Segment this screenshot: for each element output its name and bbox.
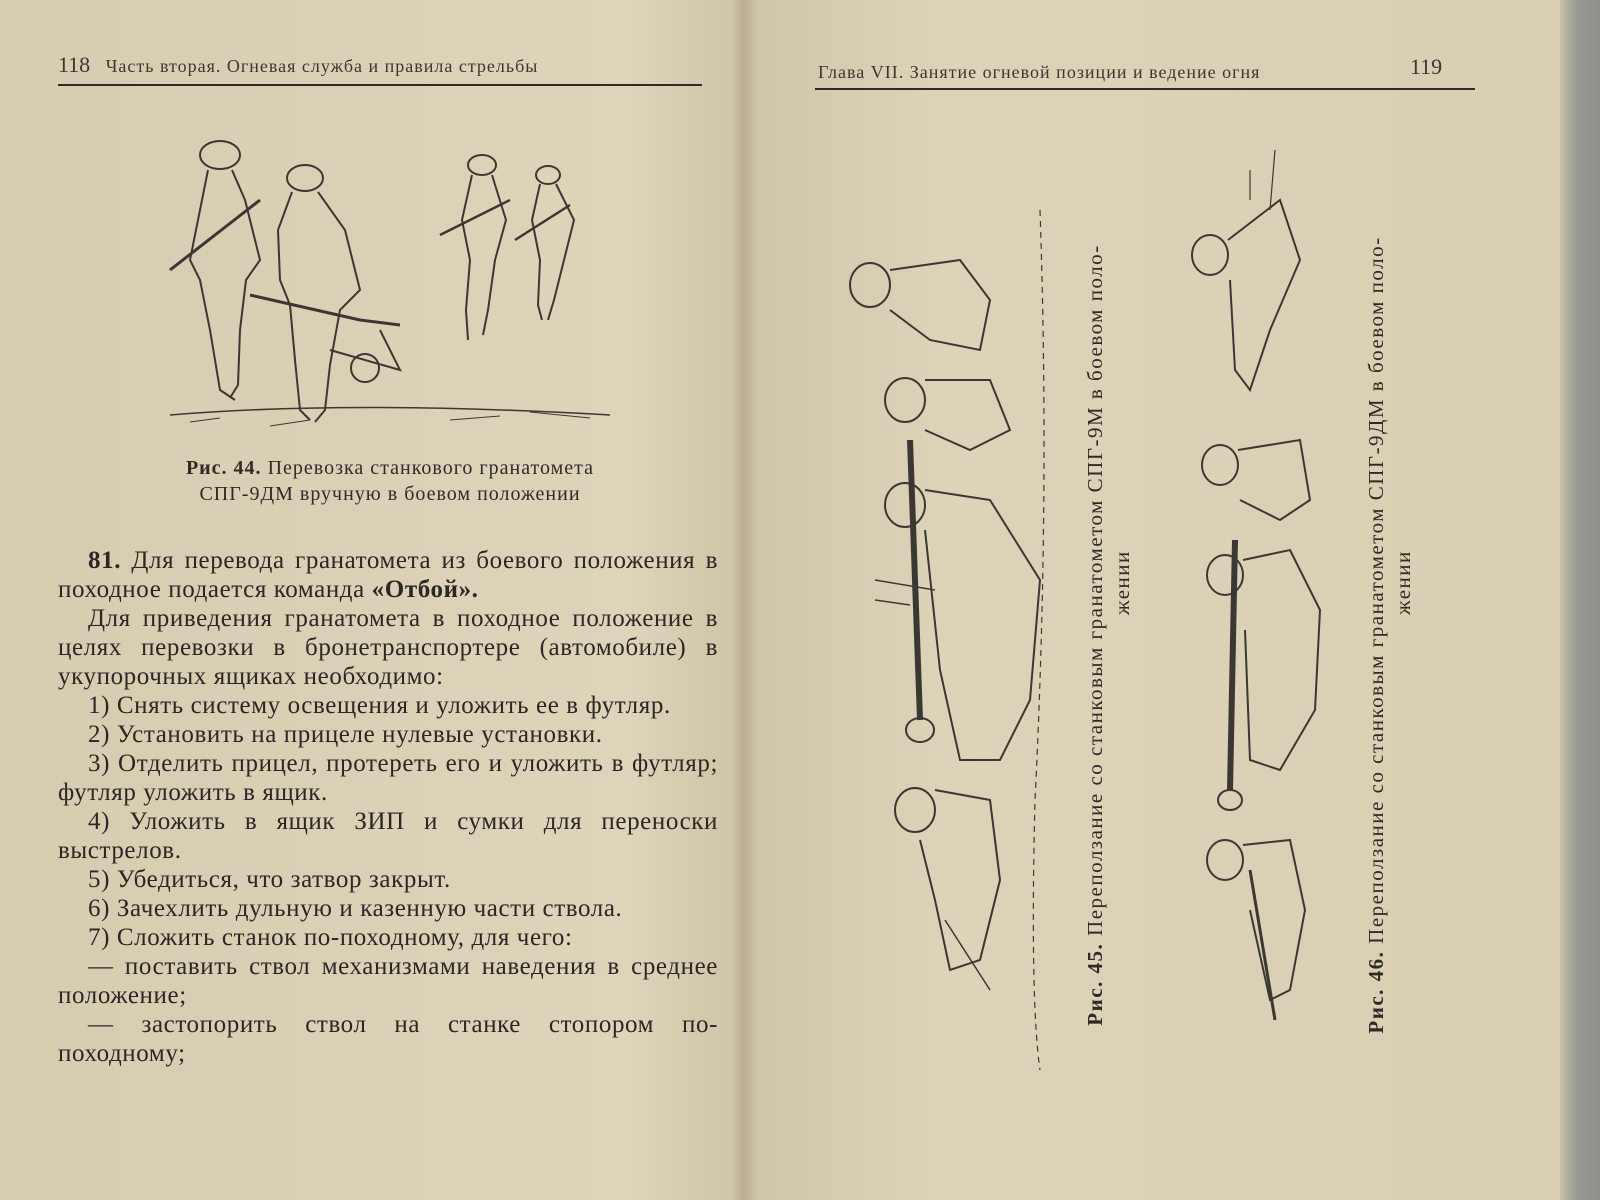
figure-44-caption-line2: СПГ-9ДМ вручную в боевом положении bbox=[199, 483, 581, 505]
paragraph-81 bbox=[58, 546, 718, 604]
figure-44-caption-line1: Перевозка станкового гранатомета bbox=[267, 457, 595, 479]
right-page-number: 119 bbox=[1410, 54, 1443, 79]
figure-46-illustration bbox=[1190, 150, 1330, 1080]
right-page-number-wrap bbox=[1410, 54, 1442, 80]
figure-46-caption-line2: жении bbox=[1391, 550, 1415, 615]
figure-45-label: Рис. 45. bbox=[1083, 942, 1107, 1026]
list-item: 7) Сложить станок по-походному, для чего: bbox=[88, 924, 573, 951]
figure-44-caption bbox=[110, 455, 670, 507]
paragraph-81-number: 81. bbox=[88, 547, 122, 574]
figure-44-label: Рис. 44. bbox=[185, 457, 262, 479]
list-item: — застопорить ствол на станке стопором по-походному; bbox=[58, 1011, 718, 1067]
right-page bbox=[760, 0, 1560, 1200]
page-edge bbox=[1560, 0, 1600, 1200]
left-running-head-text: Часть вторая. Огневая служба и правила стрельбы bbox=[105, 56, 539, 76]
left-body-text bbox=[58, 546, 718, 1068]
paragraph: Для приведения гранатомета в походное положение в целях перевозки в бронетранспортере (автомобиле) в укупорочных ящиках необходимо: bbox=[58, 605, 718, 690]
figure-45-caption-line1: Переползание со станковым гранатометом СПГ-9М в боевом поло- bbox=[1083, 244, 1107, 936]
figure-46-caption bbox=[1363, 175, 1417, 1095]
list-item: 3) Отделить прицел, протереть его и уложить в футляр; футляр уложить в ящик. bbox=[58, 750, 718, 806]
list-item: — поставить ствол механизмами наведения в среднее положение; bbox=[58, 953, 718, 1009]
right-running-head bbox=[818, 62, 1260, 83]
left-head-rule bbox=[58, 84, 702, 86]
list-item: 4) Уложить в ящик ЗИП и сумки для переноски выстрелов. bbox=[58, 808, 718, 864]
left-running-head bbox=[58, 52, 538, 78]
left-page bbox=[0, 0, 740, 1200]
paragraph-81-text: Для перевода гранатомета из боевого положения в походное подается команда bbox=[58, 547, 718, 603]
figure-44-illustration bbox=[150, 130, 630, 450]
list-item: 2) Установить на прицеле нулевые установки. bbox=[88, 721, 603, 748]
figure-45-caption bbox=[1082, 175, 1136, 1095]
right-head-rule bbox=[815, 88, 1475, 90]
list-item: 6) Зачехлить дульную и казенную части ствола. bbox=[88, 895, 623, 922]
left-page-number: 118 bbox=[58, 52, 91, 77]
list-item: 1) Снять систему освещения и уложить ее в футляр. bbox=[88, 692, 671, 719]
right-running-head-text: Глава VII. Занятие огневой позиции и ведение огня bbox=[818, 62, 1261, 82]
list-item: 5) Убедиться, что затвор закрыт. bbox=[88, 866, 451, 893]
figure-46-caption-line1: Переползание со станковым гранатометом СПГ-9ДМ в боевом поло- bbox=[1364, 236, 1388, 944]
figure-46-label: Рис. 46. bbox=[1364, 950, 1388, 1034]
figure-45-illustration bbox=[840, 200, 1060, 1080]
figure-45-caption-line2: жении bbox=[1110, 550, 1134, 615]
paragraph-81-command: «Отбой». bbox=[371, 576, 479, 603]
